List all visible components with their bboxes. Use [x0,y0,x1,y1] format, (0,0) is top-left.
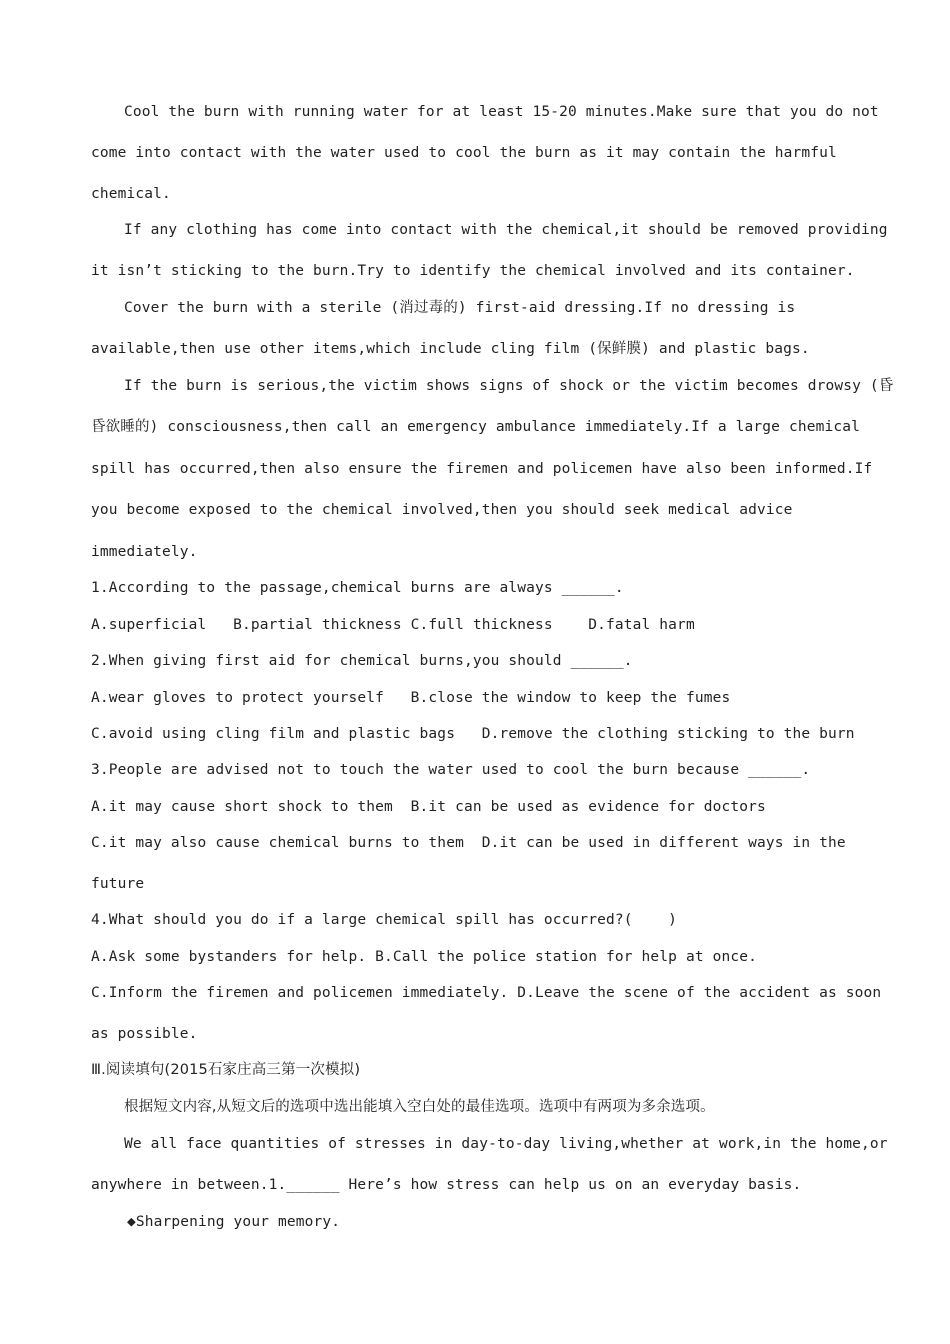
section-3-bullet-item: ◆Sharpening your memory. [127,1214,341,1230]
question-2-options-line2: C.avoid using cling film and plastic bags D.remove the clothing sticking to the burn [91,726,855,742]
section-3-instruction: 根据短文内容,从短文后的选项中选出能填入空白处的最佳选项。选项中有两项为多余选项。 [124,1099,715,1115]
question-3-options-line3: future [91,876,145,892]
question-4-options-line3: as possible. [91,1026,198,1042]
passage-p4-line4: you become exposed to the chemical involved,then you should seek medical advice [91,502,793,518]
passage-p1-line2: come into contact with the water used to cool the burn as it may contain the harmful [91,145,837,161]
passage-p4-line5: immediately. [91,544,198,560]
passage-p2-line1: If any clothing has come into contact with the chemical,it should be removed providing [124,222,888,238]
passage-p4-line1: If the burn is serious,the victim shows signs of shock or the victim becomes drowsy (昏 [124,378,894,394]
question-4-options-line2: C.Inform the firemen and policemen immediately. D.Leave the scene of the accident as soon [91,985,882,1001]
question-3: 3.People are advised not to touch the water used to cool the burn because ______. [91,762,811,778]
section-3-heading: Ⅲ.阅读填句(2015石家庄高三第一次模拟) [91,1062,361,1078]
question-4-options-line1: A.Ask some bystanders for help. B.Call the police station for help at once. [91,949,757,965]
question-1: 1.According to the passage,chemical burns are always ______. [91,580,624,596]
section-3-p1-line1: We all face quantities of stresses in day-to-day living,whether at work,in the home,or [124,1136,888,1152]
passage-p2-line2: it isn’t sticking to the burn.Try to identify the chemical involved and its container. [91,263,855,279]
passage-p3-line2: available,then use other items,which include cling film (保鲜膜) and plastic bags. [91,341,810,357]
question-1-options: A.superficial B.partial thickness C.full thickness D.fatal harm [91,617,695,633]
question-4: 4.What should you do if a large chemical spill has occurred?( ) [91,912,678,928]
passage-p3-line1: Cover the burn with a sterile (消过毒的) first-aid dressing.If no dressing is [124,300,796,316]
question-3-options-line1: A.it may cause short shock to them B.it can be used as evidence for doctors [91,799,766,815]
passage-p4-line2: 昏欲睡的) consciousness,then call an emergency ambulance immediately.If a large chemical [91,419,860,435]
passage-p4-line3: spill has occurred,then also ensure the firemen and policemen have also been informed.If [91,461,873,477]
passage-p1-line1: Cool the burn with running water for at least 15-20 minutes.Make sure that you do not [124,104,879,120]
question-2-options-line1: A.wear gloves to protect yourself B.close the window to keep the fumes [91,690,731,706]
passage-p1-line3: chemical. [91,186,171,202]
question-3-options-line2: C.it may also cause chemical burns to them D.it can be used in different ways in the [91,835,846,851]
section-3-p1-line2: anywhere in between.1.______ Here’s how stress can help us on an everyday basis. [91,1177,802,1193]
question-2: 2.When giving first aid for chemical burns,you should ______. [91,653,633,669]
